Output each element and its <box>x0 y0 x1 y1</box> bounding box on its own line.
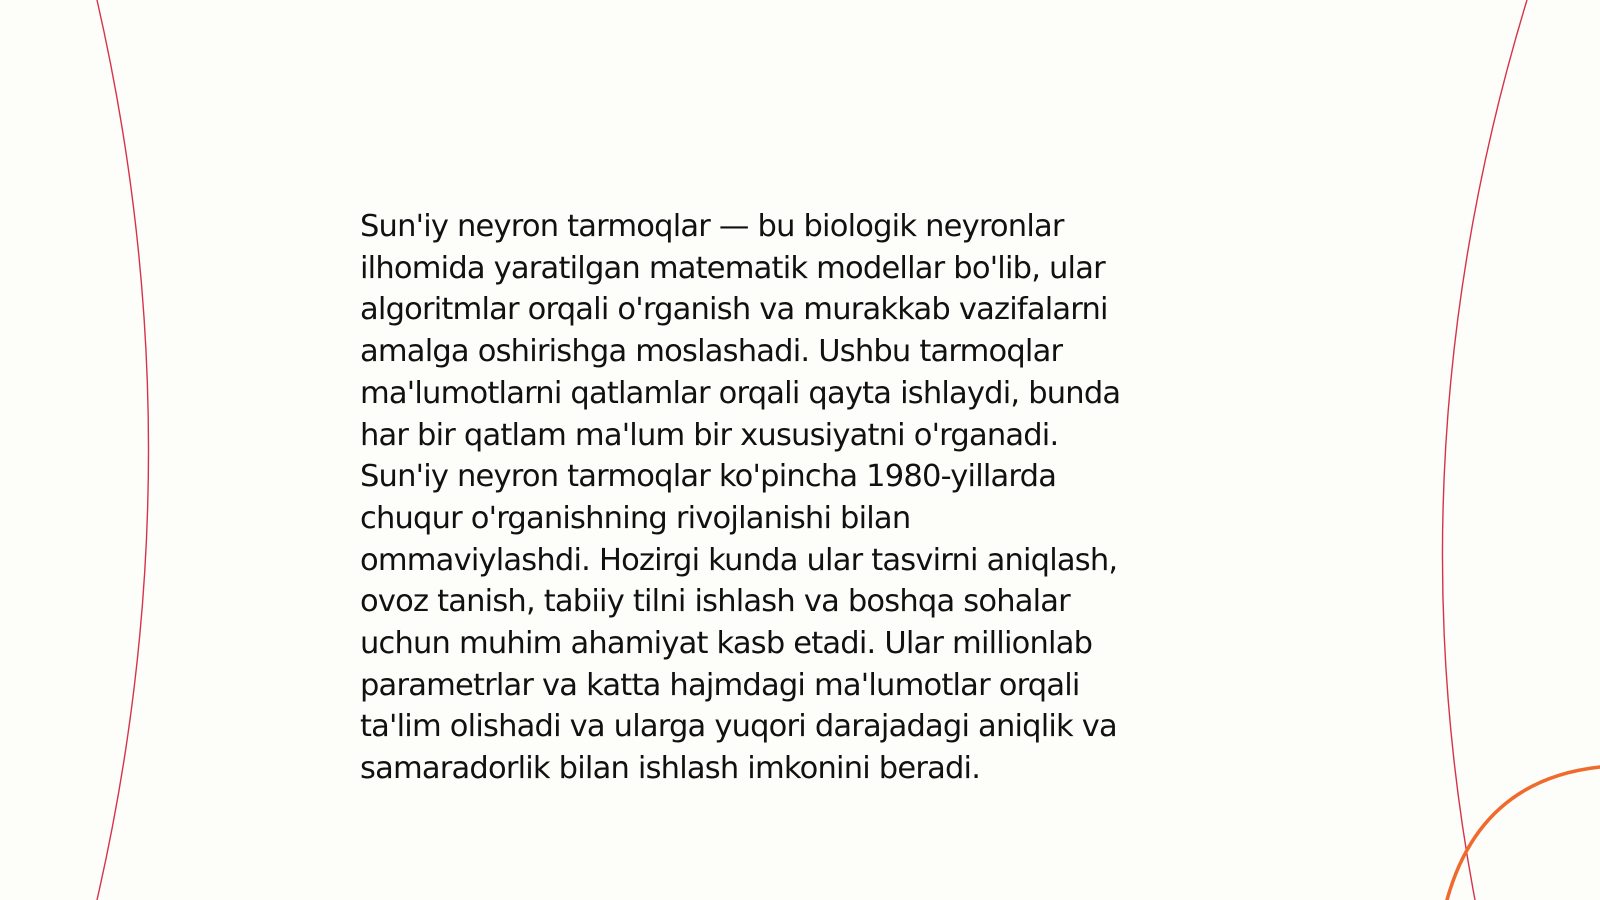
slide-body-text: Sun'iy neyron tarmoqlar — bu biologik neyronlar ilhomida yaratilgan matematik modellar bo'lib, ular algoritmlar orqali o'rganish va murakkab vazifalarni amalga oshirishga moslashadi. Ushbu tarmoqlar ma'lumotlarni qatlamlar orqali qayta ishlaydi, bunda har bir qatlam ma'lum bir xususiyatni o'rganadi. Sun'iy neyron tarmoqlar ko'pincha 1980-yillarda chuqur o'rganishning rivojlanishi bilan ommaviylashdi. Hozirgi kunda ular tasvirni aniqlash, ovoz tanish, tabiiy tilni ishlash va boshqa sohalar uchun muhim ahamiyat kasb etadi. Ular millionlab parametrlar va katta hajmdagi ma'lumotlar orqali ta'lim olishadi va ularga yuqori darajadagi aniqlik va samaradorlik bilan ishlash imkonini beradi. <box>360 209 1121 787</box>
left-curve-line <box>97 0 149 900</box>
accent-arc <box>1447 767 1600 900</box>
right-curve-line <box>1442 0 1527 900</box>
